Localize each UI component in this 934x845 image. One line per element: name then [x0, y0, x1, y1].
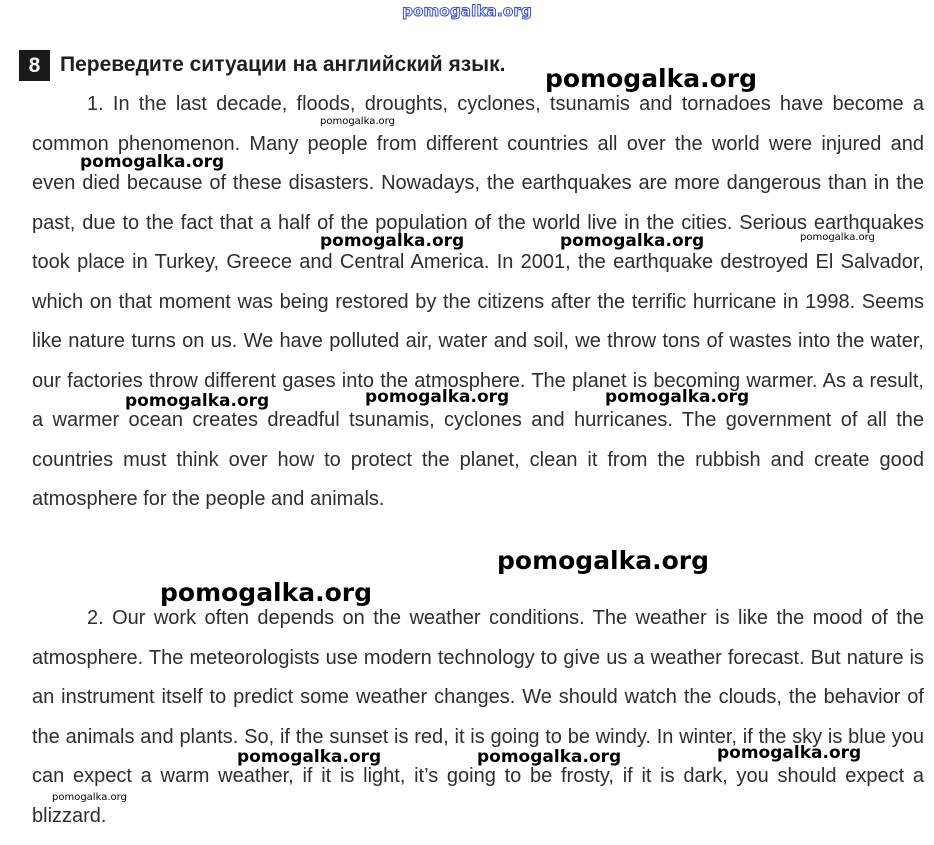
watermark: pomogalka.org: [365, 387, 510, 407]
paragraph-1: 1. In the last decade, floods, droughts, cyclones, tsunamis and tornadoes have become a common phenomenon. Many people from different countries all over the world were injured and even died because of these disasters. Nowadays, the earthquakes are more dangerous than in the past, due to the fact that a half of the population of the world live in the cities. Serious earthquakes took place in Turkey, Greece and Central America. In 2001, the earthquake destroyed El Salvador, which on that moment was being restored by the citizens after the terrific hurricane in 1998. Seems like nature turns on us. We have polluted air, water and soil, we throw tons of wastes into the water, our factories throw different gases into the atmosphere. The planet is becoming warmer. As a result, a warmer ocean creates dreadful tsunamis, cyclones and hurricanes. The government of all the countries must think over how to protect the planet, clean it from the rubbish and create good atmosphere for the people and animals.: [32, 93, 924, 510]
watermark-top: pomogalka.org: [402, 2, 532, 20]
paragraph-2: 2. Our work often depends on the weather conditions. The weather is like the mood of the atmosphere. The meteorologists use modern technology to give us a weather forecast. But nature is an instrument itself to predict some weather changes. We should watch the clouds, the behavior of the animals and plants. So, if the sunset is red, it is going to be windy. In winter, if the sky is blue you can expect a warm weather, if it is light, it’s going to be frosty, if it is dark, you should expect a blizzard.: [32, 607, 924, 827]
task-number-badge: 8: [19, 50, 50, 81]
watermark: pomogalka.org: [560, 231, 705, 251]
watermark: pomogalka.org: [80, 152, 225, 172]
watermark: pomogalka.org: [800, 232, 875, 243]
watermark: pomogalka.org: [717, 743, 862, 763]
watermark: pomogalka.org: [497, 546, 710, 575]
watermark: pomogalka.org: [477, 747, 622, 767]
watermark: pomogalka.org: [125, 391, 270, 411]
watermark: pomogalka.org: [237, 747, 382, 767]
watermark: pomogalka.org: [320, 116, 395, 127]
watermark: pomogalka.org: [320, 231, 465, 251]
watermark: pomogalka.org: [605, 387, 750, 407]
watermark: pomogalka.org: [160, 578, 373, 607]
watermark: pomogalka.org: [545, 64, 758, 93]
watermark: pomogalka.org: [52, 792, 127, 803]
task-title: Переведите ситуации на английский язык.: [60, 53, 506, 76]
